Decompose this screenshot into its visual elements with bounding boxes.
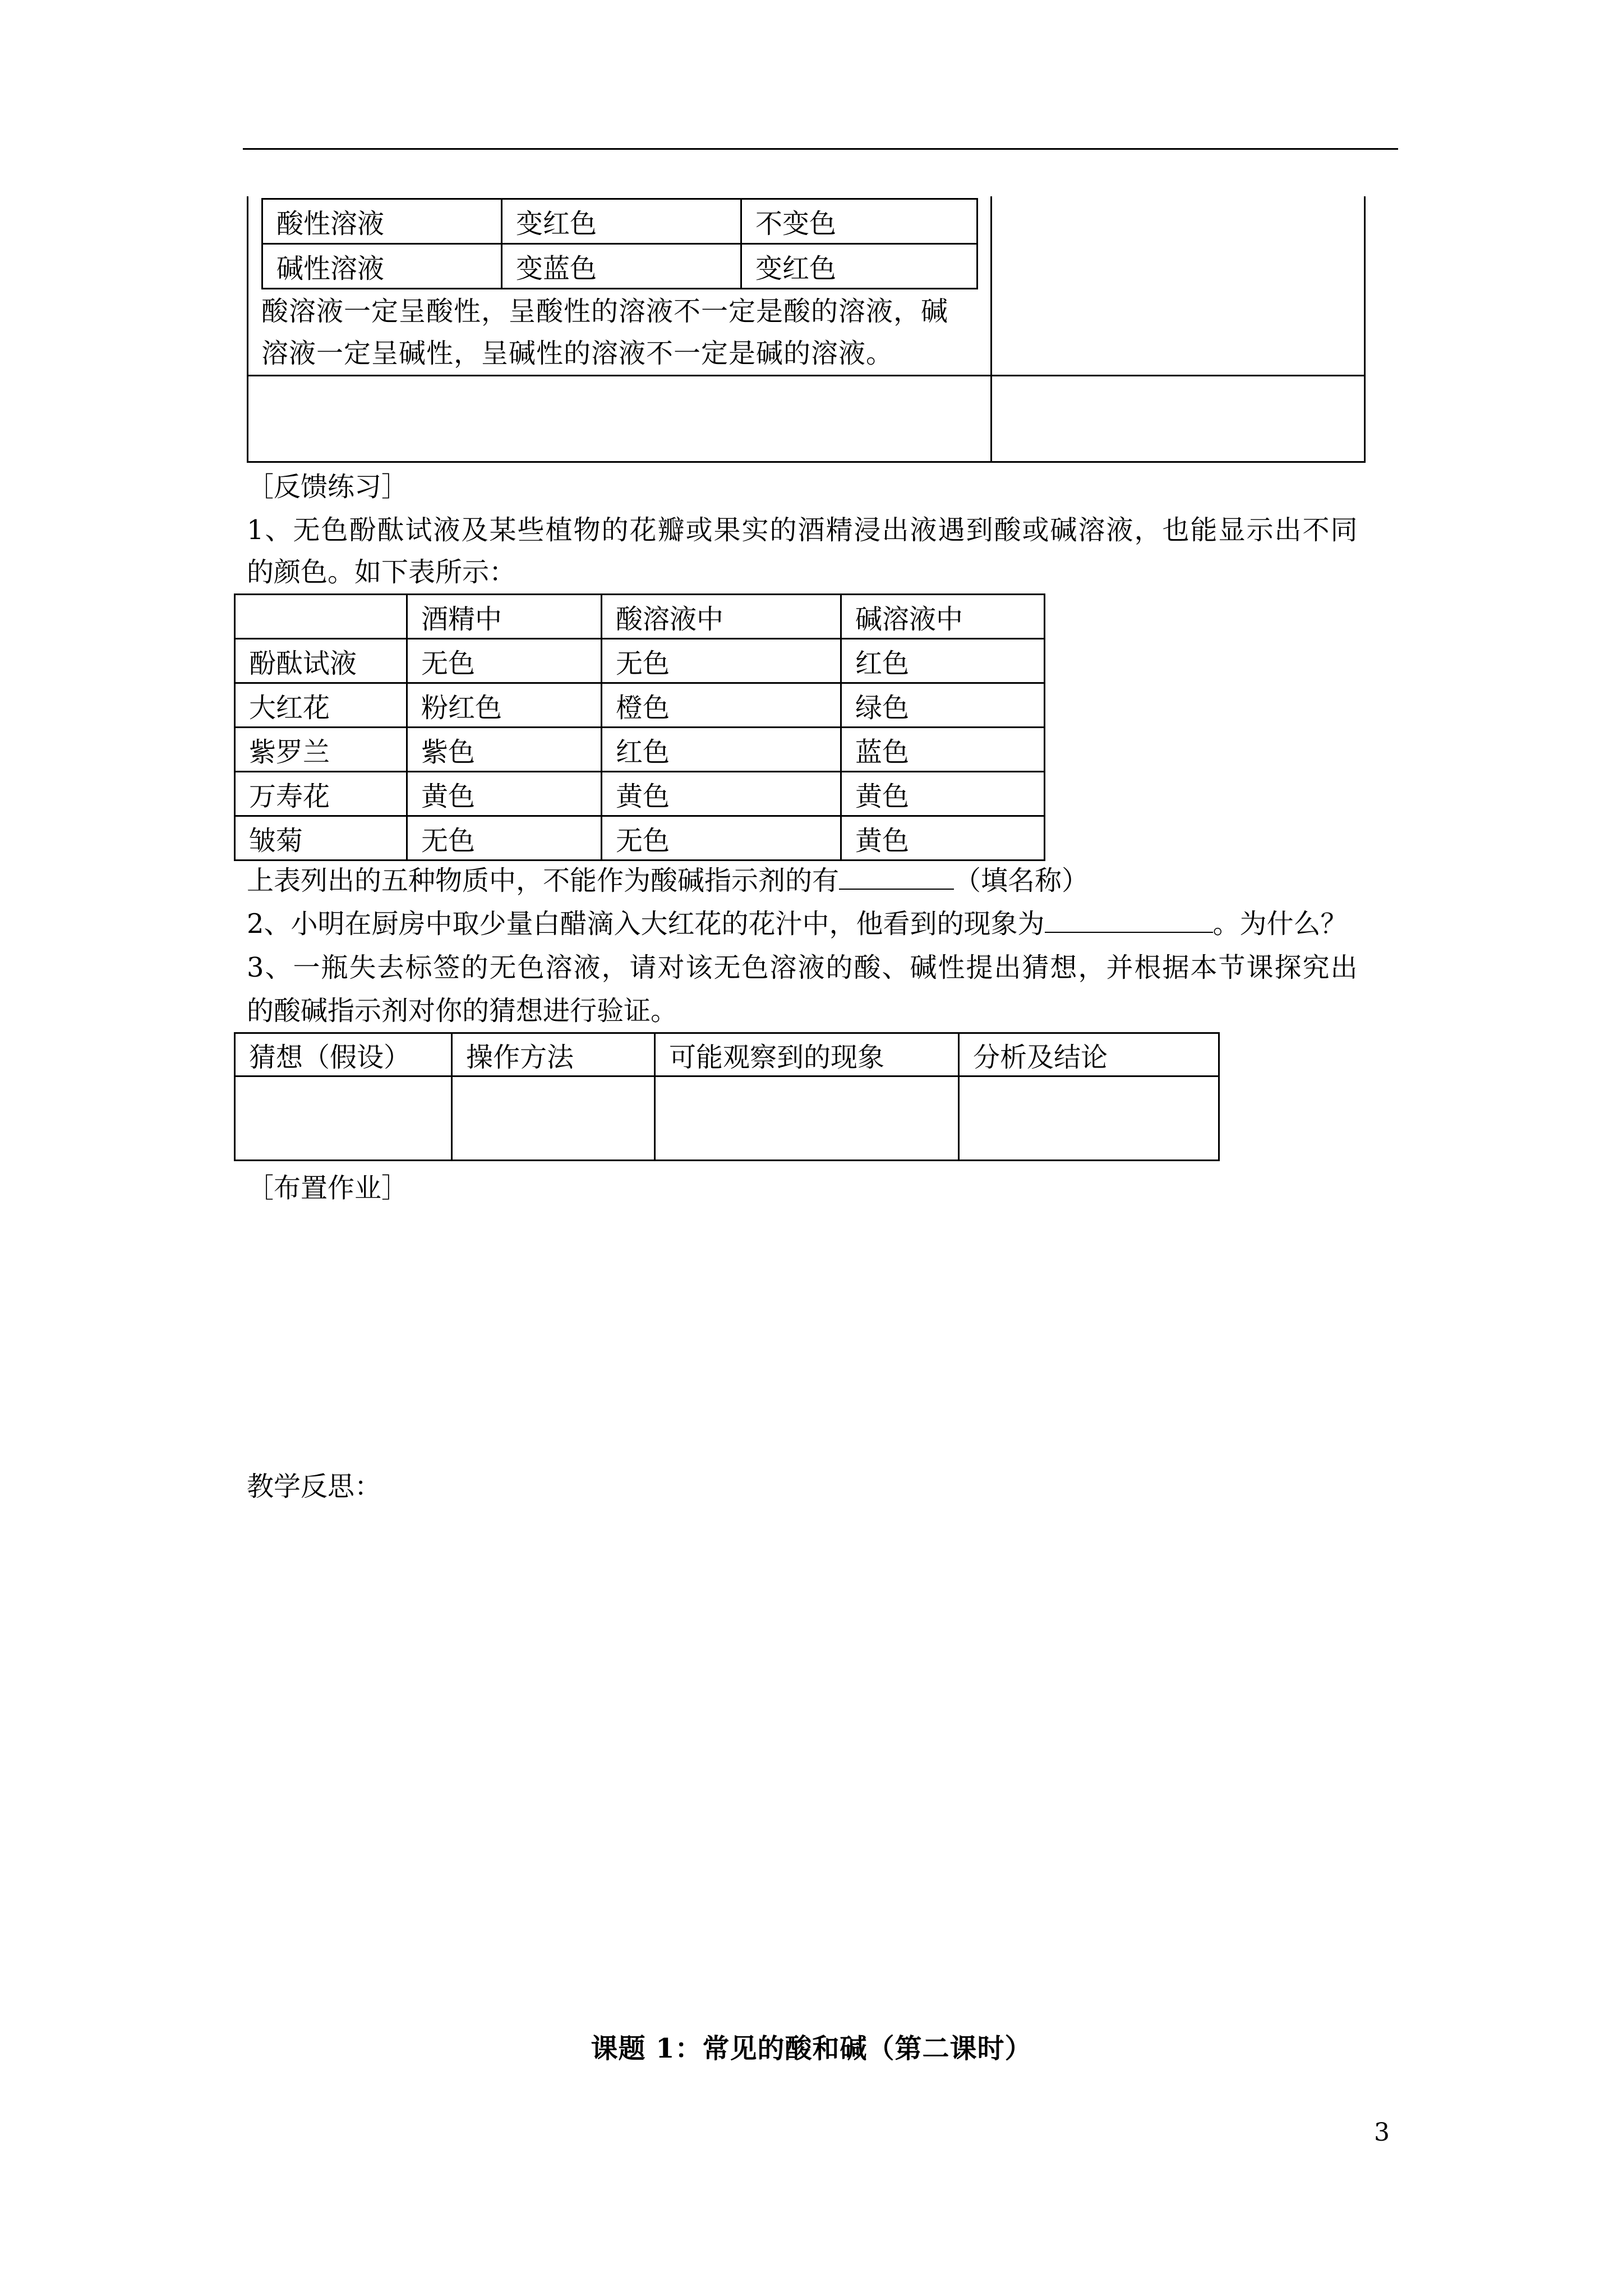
- table-cell: 碱性溶液: [262, 244, 502, 289]
- table-cell: 黄色: [841, 772, 1045, 816]
- note-line-2: 溶液一定呈碱性，呈碱性的溶液不一定是碱的溶液。: [261, 338, 894, 369]
- homework-heading: ［布置作业］: [247, 1172, 409, 1204]
- indicator-table: [234, 593, 1045, 861]
- question-1-line-2: 的颜色。如下表所示：: [247, 556, 517, 588]
- table-cell: 无色: [602, 816, 841, 861]
- table-cell: 紫色: [407, 728, 602, 772]
- table-header-cell: [235, 595, 407, 639]
- header-rule: [243, 148, 1398, 150]
- table-row: [235, 1076, 1219, 1161]
- table-cell: 黄色: [407, 772, 602, 816]
- table-header-cell: 可能观察到的现象: [655, 1033, 959, 1076]
- table-row: [235, 816, 1045, 861]
- table-row: [262, 244, 978, 289]
- table-cell: 粉红色: [407, 683, 602, 728]
- guess-table: [234, 1032, 1220, 1161]
- table-row: [235, 683, 1045, 728]
- question-1-hint: （填名称）: [954, 865, 1089, 896]
- answer-blank[interactable]: [1045, 904, 1213, 933]
- table-header-cell: 分析及结论: [959, 1033, 1219, 1076]
- table-cell: 变红色: [502, 199, 741, 244]
- outer-bottom-border: [247, 461, 1366, 463]
- outer-right-border: [1364, 196, 1366, 463]
- table-cell: 无色: [602, 639, 841, 683]
- table-cell: 无色: [407, 816, 602, 861]
- question-3-line-1: 3、一瓶失去标签的无色溶液，请对该无色溶液的酸、碱性提出猜想，并根据本节课探究出: [247, 952, 1359, 983]
- table-cell: 绿色: [841, 683, 1045, 728]
- acid-base-table: [261, 198, 978, 289]
- question-2-suffix: 。为什么？: [1212, 908, 1348, 940]
- table-row: [235, 772, 1045, 816]
- table-cell[interactable]: [655, 1076, 959, 1161]
- table-cell: 无色: [407, 639, 602, 683]
- question-1-prompt: 上表列出的五种物质中，不能作为酸碱指示剂的有: [247, 865, 840, 896]
- feedback-heading: ［反馈练习］: [247, 471, 409, 503]
- outer-middle-border: [990, 196, 992, 463]
- table-cell: 皱菊: [235, 816, 407, 861]
- table-cell[interactable]: [452, 1076, 655, 1161]
- table-header-cell: 碱溶液中: [841, 595, 1045, 639]
- table-cell: 酚酞试液: [235, 639, 407, 683]
- table-cell: 黄色: [841, 816, 1045, 861]
- question-1-line-1: 1、无色酚酞试液及某些植物的花瓣或果实的酒精浸出液遇到酸或碱溶液，也能显示出不同: [247, 514, 1359, 546]
- question-2: [247, 901, 1348, 946]
- lesson-title: 课题 1：常见的酸和碱（第二课时）: [591, 2033, 1032, 2064]
- note-line-1: 酸溶液一定呈酸性，呈酸性的溶液不一定是酸的溶液，碱: [261, 296, 949, 327]
- table-cell: 不变色: [741, 199, 978, 244]
- question-2-prompt: 2、小明在厨房中取少量白醋滴入大红花的花汁中，他看到的现象为: [247, 908, 1045, 940]
- reflection-label: 教学反思：: [247, 1471, 382, 1502]
- table-cell: 红色: [602, 728, 841, 772]
- table-header-cell: 猜想（假设）: [235, 1033, 452, 1076]
- outer-left-border: [247, 196, 248, 463]
- answer-blank[interactable]: [839, 861, 954, 890]
- table-cell: 变红色: [741, 244, 978, 289]
- table-cell: 酸性溶液: [262, 199, 502, 244]
- table-row: [262, 199, 978, 244]
- page-number: 3: [1374, 2118, 1390, 2147]
- table-cell: 变蓝色: [502, 244, 741, 289]
- table-header-cell: 操作方法: [452, 1033, 655, 1076]
- table-row: [235, 728, 1045, 772]
- table-cell: 橙色: [602, 683, 841, 728]
- table-cell[interactable]: [235, 1076, 452, 1161]
- table-cell[interactable]: [959, 1076, 1219, 1161]
- table-header-row: [235, 1033, 1219, 1076]
- table-header-row: [235, 595, 1045, 639]
- table-header-cell: 酸溶液中: [602, 595, 841, 639]
- table-header-cell: 酒精中: [407, 595, 602, 639]
- question-1-line-3: [247, 858, 1089, 903]
- table-cell: 黄色: [602, 772, 841, 816]
- table-cell: 红色: [841, 639, 1045, 683]
- table-cell: 万寿花: [235, 772, 407, 816]
- table-cell: 紫罗兰: [235, 728, 407, 772]
- question-3-line-2: 的酸碱指示剂对你的猜想进行验证。: [247, 995, 678, 1027]
- table-cell: 大红花: [235, 683, 407, 728]
- table-row: [235, 639, 1045, 683]
- table-cell: 蓝色: [841, 728, 1045, 772]
